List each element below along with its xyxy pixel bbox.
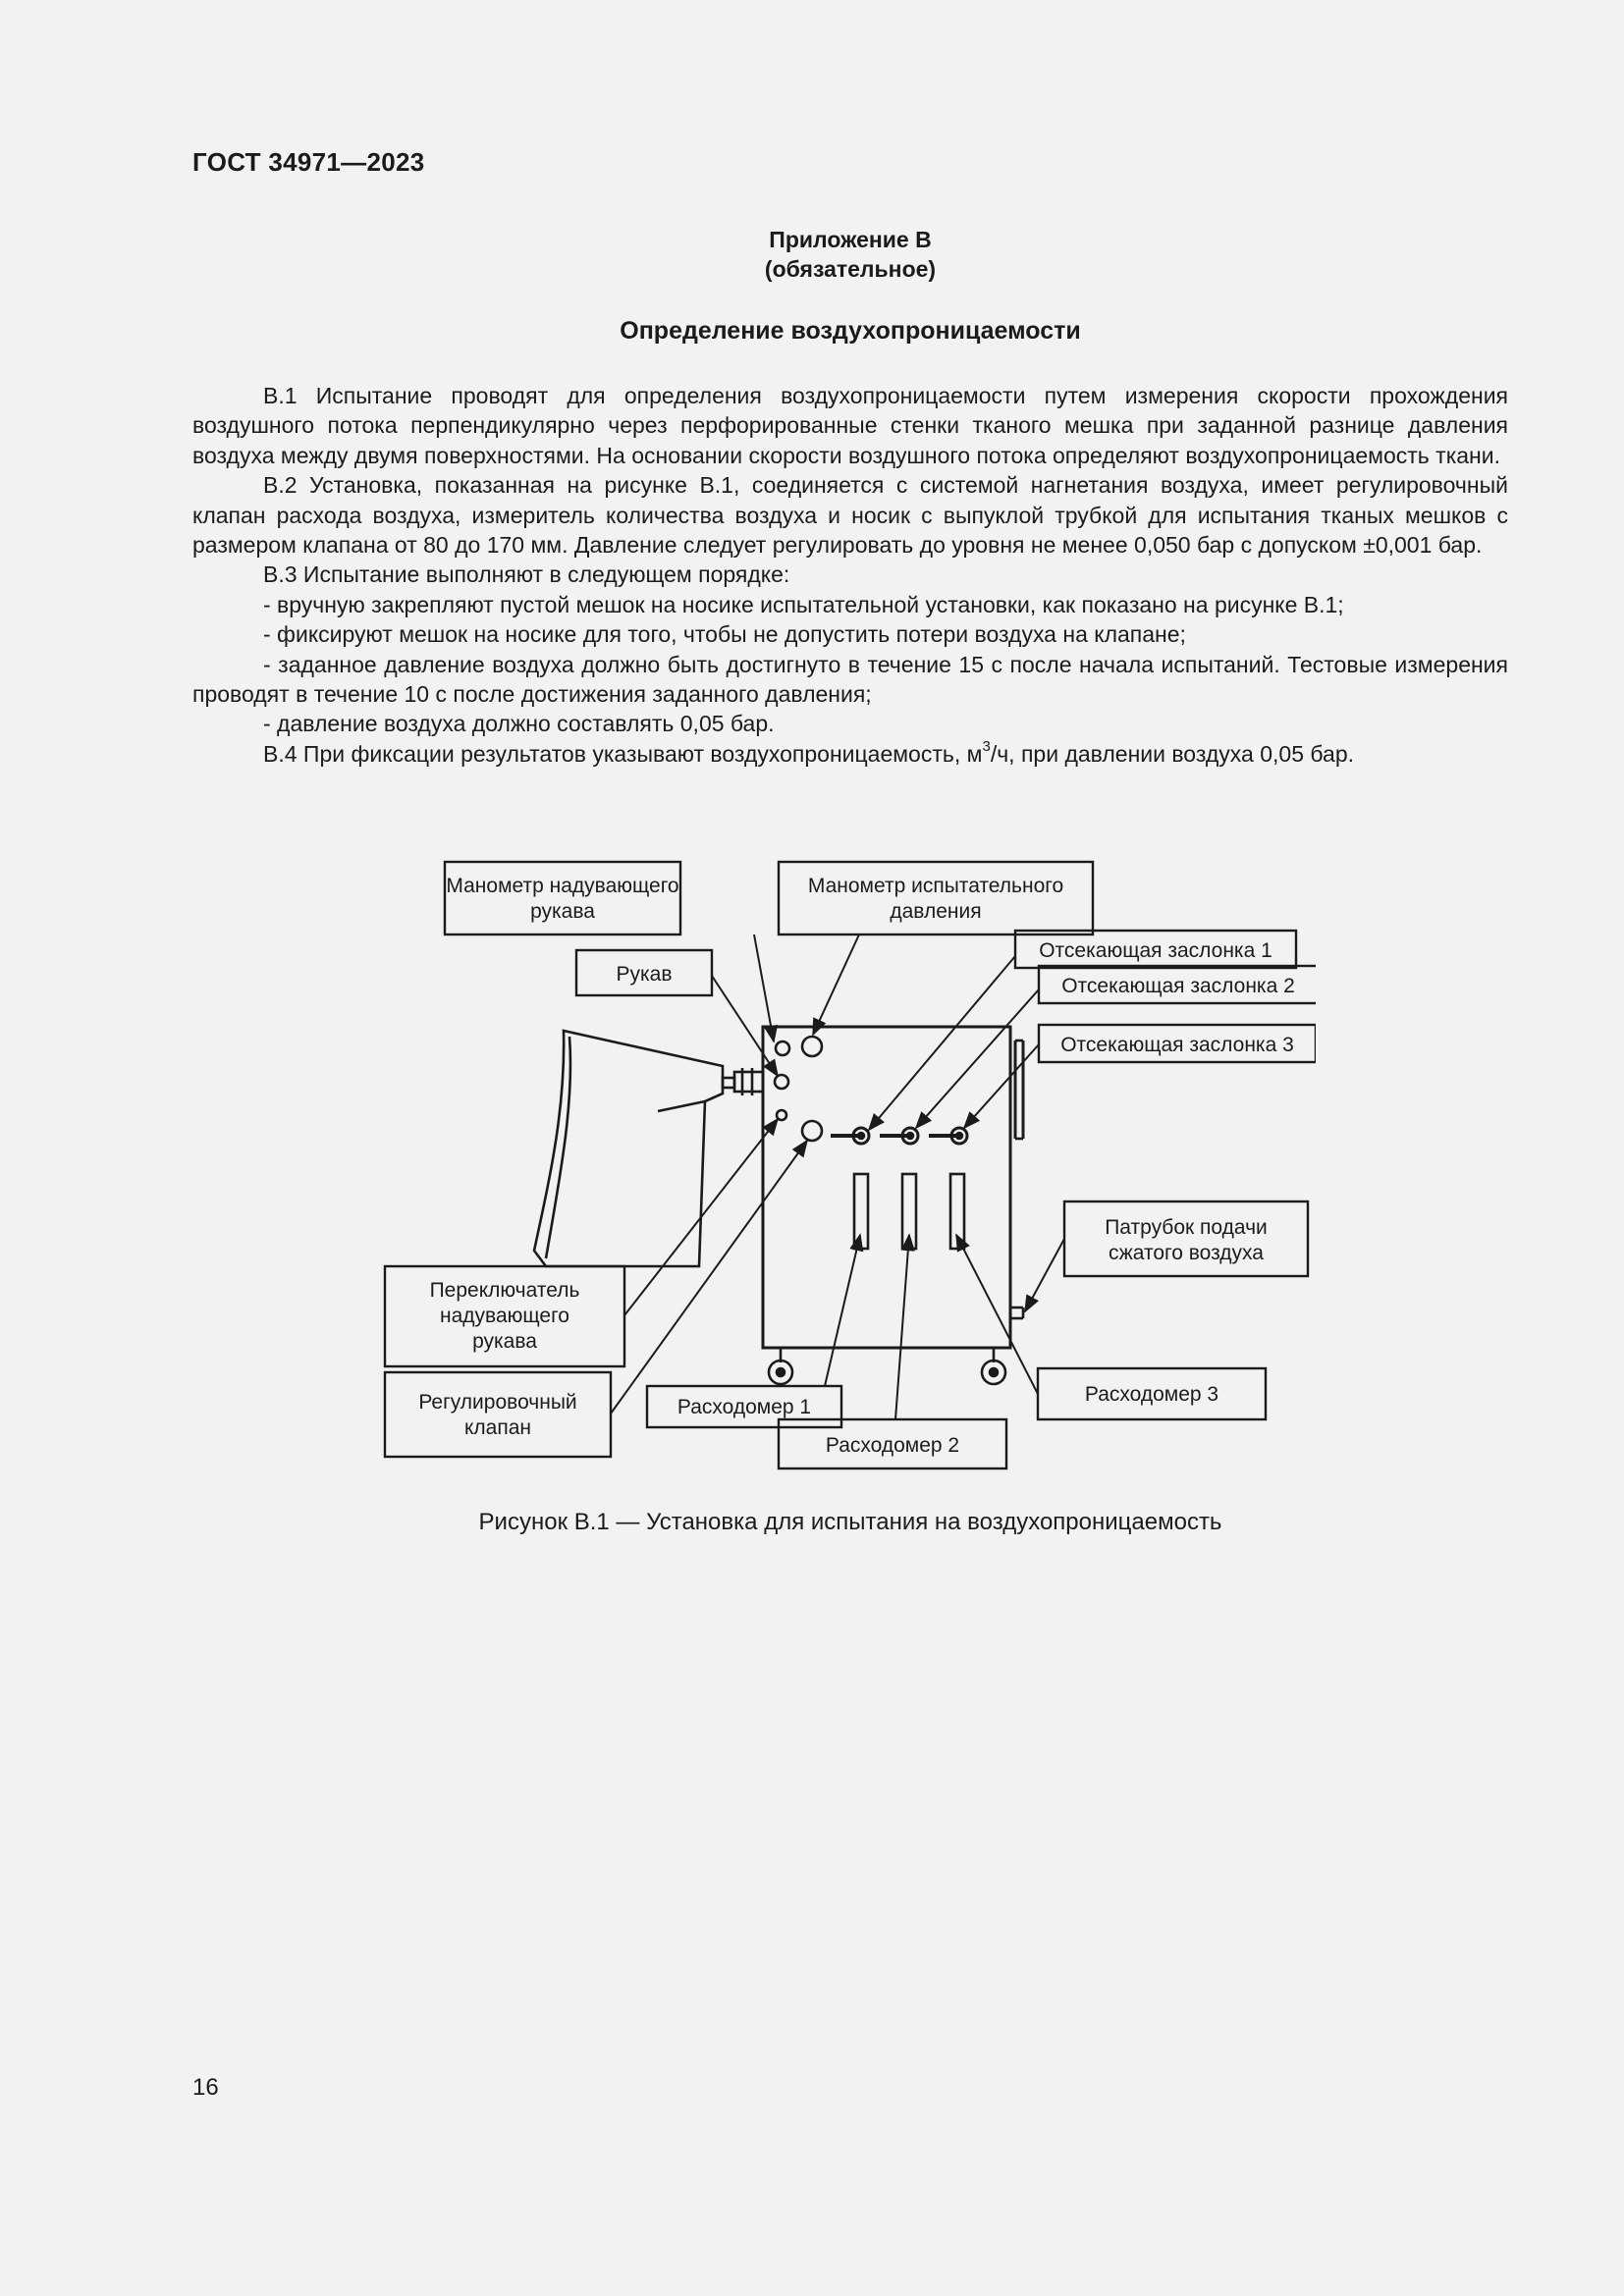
damper-3 [929, 1128, 967, 1144]
paragraph-b4-superscript: 3 [982, 738, 991, 756]
paragraph-b4 [192, 739, 1508, 769]
label-damper-1: Отсекающая заслонка 1 [1039, 939, 1272, 962]
sleeve-switch [777, 1110, 786, 1120]
paragraph-b4-start: В.4 При фиксации результатов указывают воздухопроницаемость, м [263, 740, 983, 767]
list-item-pressure-time: - заданное давление воздуха должно быть достигнуто в течение 15 с после начала испытаний. Тестовые измерения проводят в течение 10 с после достижения заданного давления; [192, 651, 1508, 708]
list-item-pressure-value: - давление воздуха должно составлять 0,05 бар. [263, 711, 775, 737]
label-flowmeter-1: Расходомер 1 [677, 1396, 812, 1418]
damper-1 [831, 1128, 869, 1144]
figure-b1 [373, 854, 1316, 1482]
test-rig-diagram [373, 854, 1316, 1482]
flowmeter-1 [854, 1174, 868, 1249]
figure-caption: Рисунок В.1 — Установка для испытания на воздухопроницаемость [478, 1509, 1222, 1535]
paragraph-b2: В.2 Установка, показанная на рисунке В.1, соединяется с системой нагнетания воздуха, имеет регулировочный клапан расхода воздуха, измеритель количества воздуха и носик с выпуклой трубкой для испытания тканых мешков с размером клапана от 80 до 170 мм. Давление следует регулировать до уровня не менее 0,050 бар с допуском ±0,001 бар. [192, 472, 1508, 559]
test-manometer [802, 1037, 822, 1056]
label-flowmeter-3: Расходомер 3 [1084, 1383, 1219, 1406]
paragraph-b1: В.1 Испытание проводят для определения воздухопроницаемости путем измерения скорости прохождения воздушного потока перпендикулярно через перфорированные стенки тканого мешка при заданной разнице давления воздуха между двумя поверхностями. На основании скорости воздушного потока определяют воздухопроницаемость ткани. [192, 383, 1508, 468]
label-manometer-test-line2: давления [890, 900, 982, 923]
label-valve-line2: клапан [463, 1416, 532, 1439]
label-damper-2: Отсекающая заслонка 2 [1061, 975, 1295, 997]
sleeve-manometer [776, 1041, 789, 1055]
list-item-fix-bag: - вручную закрепляют пустой мешок на носике испытательной установки, как показано на рисунке В.1; [263, 591, 1344, 617]
label-inlet-line2: сжатого воздуха [1108, 1242, 1265, 1264]
label-manometer-test-line1: Манометр испытательного [807, 875, 1064, 897]
paragraph-b4-end: /ч, при давлении воздуха 0,05 бар. [990, 740, 1355, 767]
label-manometer-sleeve-line2: рукава [530, 900, 595, 923]
damper-2 [880, 1128, 918, 1144]
test-bag [534, 1031, 723, 1266]
appendix-status: (обязательное) [764, 256, 937, 282]
label-switch-line2: надувающего [440, 1305, 569, 1327]
page-number: 16 [192, 2074, 219, 2101]
document-header: ГОСТ 34971—2023 [192, 147, 425, 177]
label-inlet-line1: Патрубок подачи [1105, 1216, 1268, 1239]
label-switch-line3: рукава [472, 1330, 537, 1353]
label-flowmeter-2: Расходомер 2 [825, 1434, 960, 1457]
label-valve-line1: Регулировочный [418, 1391, 577, 1414]
appendix-title: Приложение В [769, 227, 932, 252]
test-cabinet [763, 1027, 1010, 1348]
sleeve-nozzle-port [775, 1075, 788, 1089]
label-sleeve: Рукав [616, 963, 673, 986]
paragraph-b3: В.3 Испытание выполняют в следующем порядке: [263, 561, 790, 588]
label-manometer-sleeve-line1: Манометр надувающего [446, 875, 679, 897]
list-item-secure-bag: - фиксируют мешок на носике для того, чтобы не допустить потери воздуха на клапане; [263, 621, 1186, 648]
regulating-valve [802, 1121, 822, 1141]
body-text [192, 381, 1508, 769]
label-switch-line1: Переключатель [429, 1279, 580, 1302]
label-damper-3: Отсекающая заслонка 3 [1060, 1034, 1294, 1056]
section-title: Определение воздухопроницаемости [620, 317, 1081, 345]
